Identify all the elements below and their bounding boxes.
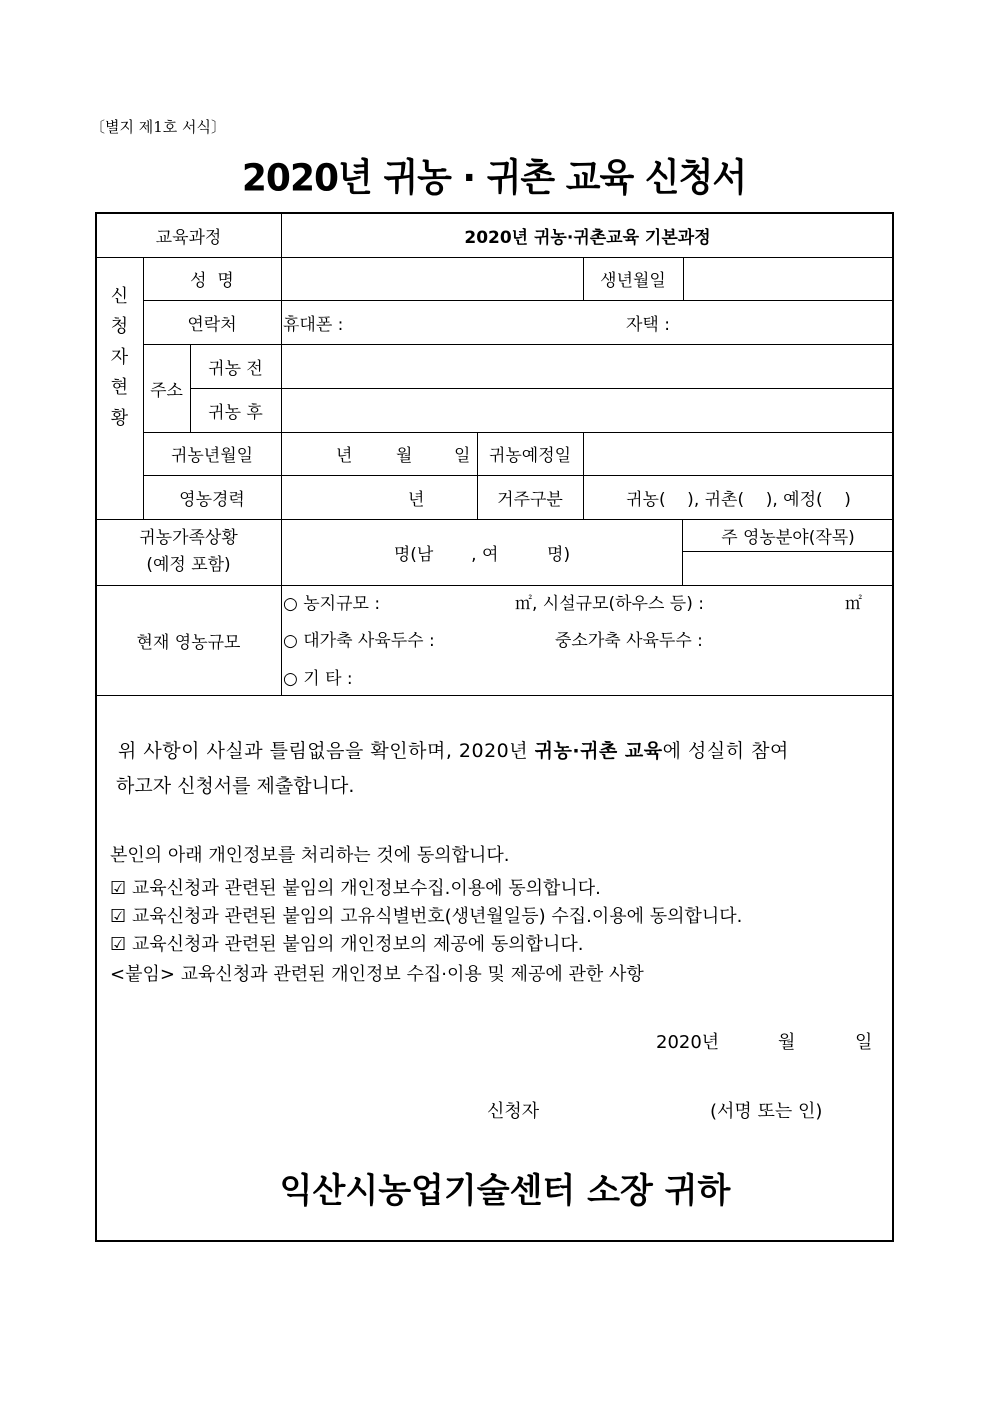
section-char: 황: [110, 407, 129, 429]
day-unit: 일: [454, 446, 471, 466]
return-date-label: 귀농년월일: [170, 446, 254, 466]
mobile-field[interactable]: 휴대폰 :: [283, 314, 344, 335]
declaration-line-2: 하고자 신청서를 제출합니다.: [116, 775, 355, 797]
farming-career-label: 영농경력: [179, 489, 245, 510]
address-after-field[interactable]: [282, 389, 893, 431]
birth-field[interactable]: [684, 258, 893, 299]
family-label: [96, 519, 281, 585]
scale-text: 중소가축 사육두수 :: [555, 631, 703, 651]
course-value: 2020년 귀농·귀촌교육 기본과정: [464, 227, 711, 248]
section-char: 신: [110, 285, 129, 307]
scale-text: ○ 기 타 :: [283, 669, 353, 689]
planned-date-label: 귀농예정일: [488, 446, 572, 466]
birth-label: 생년월일: [600, 271, 666, 291]
declaration-text: 위 사항이 사실과 틀림없음을 확인하며, 2020년: [118, 740, 535, 762]
page-title: 2020년 귀농 · 귀촌 교육 신청서: [241, 157, 747, 201]
scale-fields: [283, 590, 893, 696]
section-char: 청: [110, 316, 129, 338]
name-label: 성 명: [190, 271, 234, 291]
applicant-label: 신청자: [487, 1101, 540, 1122]
home-phone-field[interactable]: 자택 :: [626, 314, 670, 335]
family-field[interactable]: 명(남 , 여 명): [393, 544, 571, 565]
applicant-section-label: [96, 257, 143, 519]
address-before-label: 귀농 전: [208, 358, 263, 379]
main-field-input[interactable]: [683, 552, 893, 584]
address-before-field[interactable]: [282, 345, 893, 387]
course-label: 교육과정: [155, 227, 222, 248]
planned-date-field[interactable]: [584, 433, 893, 474]
scale-line[interactable]: [283, 624, 893, 660]
form-code: 〔별지 제1호 서식〕: [90, 118, 227, 136]
date-month: 월: [778, 1032, 796, 1053]
consent-item-3[interactable]: ☑ 교육신청과 관련된 붙임의 개인정보의 제공에 동의합니다.: [110, 934, 584, 955]
declaration-bold: 귀농·귀촌 교육: [534, 740, 663, 762]
address-label: 주소: [150, 380, 183, 401]
family-label-line: (예정 포함): [146, 555, 231, 575]
declaration-text: 에 성실히 참여: [662, 740, 789, 762]
scale-text: ○ 농지규모 :: [283, 594, 381, 614]
signature-field[interactable]: (서명 또는 인): [710, 1101, 823, 1122]
scale-text: ㎡, 시설규모(하우스 등) :: [515, 594, 704, 614]
section-char: 자: [110, 346, 129, 368]
main-field-label: 주 영농분야(작목): [721, 527, 855, 548]
farming-career-field[interactable]: [282, 475, 477, 519]
year-unit: 년: [336, 446, 353, 466]
scale-label: 현재 영농규모: [136, 632, 241, 653]
declaration-line-1: [118, 736, 789, 763]
section-char: 현: [110, 377, 129, 399]
consent-item-2[interactable]: ☑ 교육신청과 관련된 붙임의 고유식별번호(생년월일등) 수집.이용에 동의합니다.: [110, 906, 743, 927]
scale-text: ○ 대가축 사육두수 :: [283, 631, 435, 651]
date-year: 2020년: [656, 1032, 720, 1053]
address-after-label: 귀농 후: [208, 402, 263, 423]
consent-item-1[interactable]: ☑ 교육신청과 관련된 붙임의 개인정보수집.이용에 동의합니다.: [110, 878, 601, 899]
scale-line[interactable]: [283, 660, 893, 696]
recipient: 익산시농업기술센터 소장 귀하: [279, 1171, 731, 1211]
scale-text: ㎡: [845, 594, 862, 614]
family-label-line: 귀농가족상황: [139, 527, 238, 548]
scale-line[interactable]: [283, 590, 893, 624]
date-day: 일: [855, 1032, 873, 1053]
consent-attachment: <붙임> 교육신청과 관련된 개인정보 수집·이용 및 제공에 관한 사항: [110, 964, 644, 985]
residence-options[interactable]: 귀농( ), 귀촌( ), 예정( ): [626, 489, 851, 510]
residence-label: 거주구분: [497, 489, 563, 510]
month-unit: 월: [396, 446, 413, 466]
return-date-field[interactable]: [282, 432, 477, 475]
consent-intro: 본인의 아래 개인정보를 처리하는 것에 동의합니다.: [110, 845, 510, 866]
year-unit: 년: [408, 489, 425, 510]
contact-label: 연락처: [187, 314, 237, 335]
name-field[interactable]: [282, 258, 582, 299]
